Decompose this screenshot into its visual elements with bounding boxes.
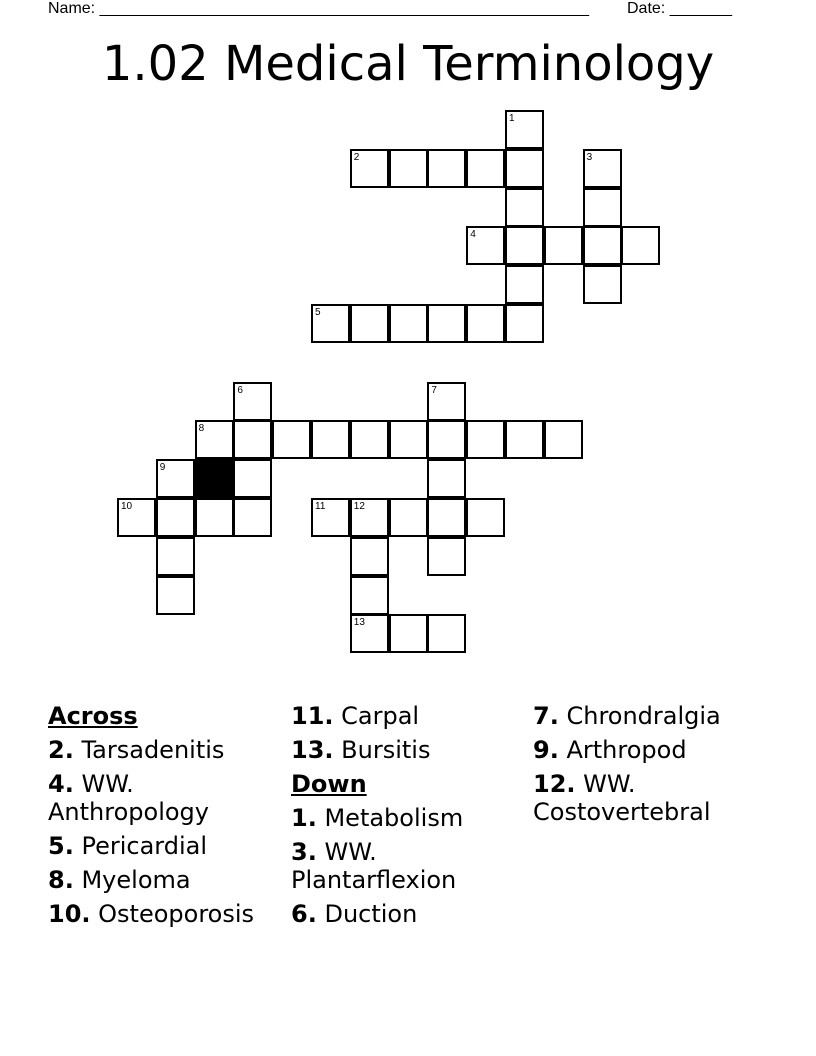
clue-number-label: 8. xyxy=(48,866,74,894)
clue-number-label: 12. xyxy=(533,770,576,798)
clue-number: 5 xyxy=(315,307,321,318)
grid-cell[interactable] xyxy=(544,420,583,459)
down-clue xyxy=(533,736,773,764)
clue-number: 3 xyxy=(586,151,593,163)
grid-cell[interactable] xyxy=(583,149,622,188)
grid-cell[interactable] xyxy=(156,537,195,576)
clue-text: WW. Costovertebral xyxy=(533,770,711,826)
clue-number-label: 7. xyxy=(533,702,559,730)
grid-cell[interactable] xyxy=(505,110,544,149)
across-clue xyxy=(291,702,521,730)
grid-cell[interactable] xyxy=(427,420,466,459)
clue-text: Metabolism xyxy=(324,804,464,832)
grid-cell[interactable] xyxy=(195,420,234,459)
date-line[interactable]: Date: _______ xyxy=(627,0,732,17)
grid-cell[interactable] xyxy=(311,498,350,537)
clue-text: Carpal xyxy=(341,702,420,730)
clue-number-label: 11. xyxy=(291,702,334,730)
clues-column-3 xyxy=(533,702,773,832)
clue-number: 8 xyxy=(198,423,205,435)
grid-cell[interactable] xyxy=(427,537,466,576)
grid-cell[interactable] xyxy=(466,420,505,459)
across-clue xyxy=(48,736,278,764)
name-line[interactable]: Name: _______________________________________________________ xyxy=(48,0,589,17)
grid-block xyxy=(195,459,234,498)
grid-cell[interactable] xyxy=(505,188,544,227)
grid-cell[interactable] xyxy=(466,498,505,537)
grid-cell[interactable] xyxy=(272,420,311,459)
grid-cell[interactable] xyxy=(505,149,544,188)
grid-cell[interactable] xyxy=(233,420,272,459)
grid-cell[interactable] xyxy=(350,498,389,537)
grid-cell[interactable] xyxy=(427,304,466,343)
clue-number: 9 xyxy=(159,462,166,474)
grid-cell[interactable] xyxy=(156,498,195,537)
grid-cell[interactable] xyxy=(350,304,389,343)
grid-cell[interactable] xyxy=(621,226,660,265)
down-clue xyxy=(291,804,521,832)
clue-text: Chrondralgia xyxy=(566,702,721,730)
clue-text: Myeloma xyxy=(81,866,191,894)
clue-number: 13 xyxy=(353,617,365,629)
grid-cell[interactable] xyxy=(583,226,622,265)
grid-cell[interactable] xyxy=(311,304,350,343)
grid-cell[interactable] xyxy=(350,576,389,615)
grid-cell[interactable] xyxy=(389,304,428,343)
grid-cell[interactable] xyxy=(505,420,544,459)
down-clue xyxy=(291,838,521,894)
down-clue xyxy=(533,770,773,826)
page-title: 1.02 Medical Terminology xyxy=(101,36,715,92)
grid-cell[interactable] xyxy=(427,149,466,188)
clue-number: 4 xyxy=(470,229,476,241)
grid-cell[interactable] xyxy=(350,420,389,459)
grid-cell[interactable] xyxy=(389,614,428,653)
clue-text: Arthropod xyxy=(566,736,687,764)
grid-cell[interactable] xyxy=(427,614,466,653)
clue-text: Duction xyxy=(324,900,418,928)
down-clue xyxy=(291,900,521,928)
clue-text: Osteoporosis xyxy=(98,900,255,928)
clues-column-1 xyxy=(48,702,278,934)
grid-cell[interactable] xyxy=(466,304,505,343)
grid-cell[interactable] xyxy=(505,304,544,343)
grid-cell[interactable] xyxy=(427,498,466,537)
clue-number-label: 4. xyxy=(48,770,74,798)
down-clue xyxy=(533,702,773,730)
clue-number: 1 xyxy=(509,113,515,124)
grid-cell[interactable] xyxy=(156,576,195,615)
grid-cell[interactable] xyxy=(583,188,622,227)
clue-number-label: 13. xyxy=(291,736,334,764)
across-clue xyxy=(48,832,278,860)
grid-cell[interactable] xyxy=(156,459,195,498)
grid-cell[interactable] xyxy=(311,420,350,459)
clue-number: 11 xyxy=(315,501,326,512)
grid-cell[interactable] xyxy=(544,226,583,265)
grid-cell[interactable] xyxy=(505,265,544,304)
clue-text: WW. Anthropology xyxy=(48,770,209,826)
grid-cell[interactable] xyxy=(466,149,505,188)
clue-text: Tarsadenitis xyxy=(81,736,225,764)
grid-cell[interactable] xyxy=(233,498,272,537)
across-clue xyxy=(291,736,521,764)
grid-cell[interactable] xyxy=(350,537,389,576)
clue-number-label: 5. xyxy=(48,832,74,860)
clue-number: 10 xyxy=(121,501,133,512)
clue-number-label: 6. xyxy=(291,900,317,928)
clue-number: 2 xyxy=(353,151,360,163)
clue-number: 7 xyxy=(431,384,437,396)
clue-text: Bursitis xyxy=(341,736,431,764)
grid-cell[interactable] xyxy=(389,420,428,459)
clue-text: WW. Plantarflexion xyxy=(291,838,457,894)
grid-cell[interactable] xyxy=(389,498,428,537)
clue-number-label: 2. xyxy=(48,736,74,764)
grid-cell[interactable] xyxy=(195,498,234,537)
across-clue xyxy=(48,866,278,894)
grid-cell[interactable] xyxy=(350,149,389,188)
clue-number: 12 xyxy=(353,501,365,512)
down-heading: Down xyxy=(291,770,367,798)
grid-cell[interactable] xyxy=(389,149,428,188)
clue-text: Pericardial xyxy=(81,832,208,860)
grid-cell[interactable] xyxy=(505,226,544,265)
across-clue xyxy=(48,900,278,928)
clue-number-label: 1. xyxy=(291,804,317,832)
clue-number-label: 9. xyxy=(533,736,559,764)
clue-number-label: 10. xyxy=(48,900,91,928)
grid-cell[interactable] xyxy=(427,459,466,498)
grid-cell[interactable] xyxy=(466,226,505,265)
clues-column-2 xyxy=(291,702,521,934)
clue-number: 6 xyxy=(237,384,243,396)
grid-cell[interactable] xyxy=(350,614,389,653)
grid-cell[interactable] xyxy=(583,265,622,304)
grid-cell[interactable] xyxy=(233,459,272,498)
across-clue xyxy=(48,770,278,826)
grid-cell[interactable] xyxy=(233,382,272,421)
clue-number-label: 3. xyxy=(291,838,317,866)
grid-cell[interactable] xyxy=(117,498,156,537)
grid-cell[interactable] xyxy=(427,382,466,421)
across-heading: Across xyxy=(48,702,138,730)
